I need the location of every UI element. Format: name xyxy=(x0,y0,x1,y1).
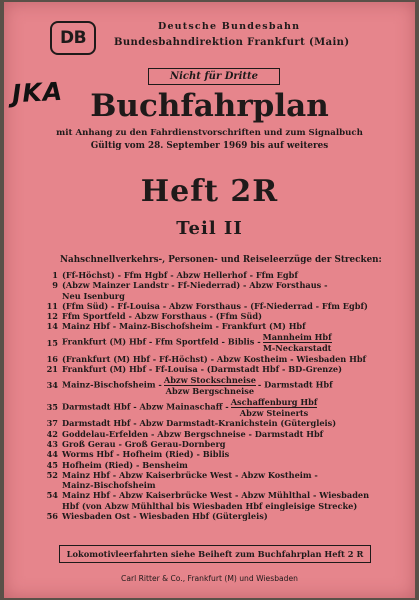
route-number xyxy=(36,480,62,490)
route-number: 35 xyxy=(46,402,58,413)
route-branch-bottom: Abzw Bergschneise xyxy=(165,385,255,396)
route-number: 14 xyxy=(46,321,58,332)
route-number: 15 xyxy=(46,337,58,348)
handwritten-note: JKA xyxy=(11,76,64,109)
route-row xyxy=(36,301,376,311)
route-number: 52 xyxy=(46,469,58,480)
db-logo xyxy=(50,21,96,55)
route-row xyxy=(36,449,376,459)
route-number: 43 xyxy=(46,438,58,449)
route-text: Ffm Sportfeld - Abzw Forsthaus - (Ffm Süd) xyxy=(62,311,262,322)
route-row xyxy=(36,374,376,396)
route-text: Hbf (von Abzw Mühlthal bis Wiesbaden Hbf eingleisige Strecke) xyxy=(62,500,358,511)
document-cover xyxy=(4,2,415,598)
route-branch xyxy=(263,332,332,353)
route-row xyxy=(36,501,376,511)
route-row xyxy=(36,439,376,449)
route-number: 11 xyxy=(46,300,58,311)
route-row xyxy=(36,311,376,321)
locomotive-note: Lokomotivleerfahrten siehe Beiheft zum Buchfahrplan Heft 2 R xyxy=(59,545,371,563)
routes-intro: Nahschnellverkehrs-, Personen- und Reiseleerzüge der Strecken: xyxy=(60,255,382,265)
printer-imprint: Carl Ritter & Co., Frankfurt (M) und Wiesbaden xyxy=(121,574,298,583)
route-text-pre: Mainz-Bischofsheim - xyxy=(62,379,162,390)
route-row xyxy=(36,418,376,428)
route-text: Darmstadt Hbf - Abzw Darmstadt-Kranichstein (Gütergleis) xyxy=(62,418,337,429)
route-number: 45 xyxy=(46,459,58,470)
route-text: Neu Isenburg xyxy=(62,290,125,301)
route-text: (Abzw Mainzer Landstr - Ff-Niederrad) - Abzw Forsthaus - xyxy=(62,280,328,291)
route-text-pre: Darmstadt Hbf - Abzw Mainaschaff - xyxy=(62,401,229,412)
document-subtitle: mit Anhang zu den Fahrdienstvorschriften und zum Signalbuch xyxy=(56,128,363,138)
route-text: Hofheim (Ried) - Bensheim xyxy=(62,459,188,470)
route-text: Mainz-Bischofsheim xyxy=(62,480,156,491)
route-number: 34 xyxy=(46,380,58,391)
route-row xyxy=(36,280,376,290)
route-list xyxy=(36,270,376,521)
route-number: 9 xyxy=(52,280,58,291)
route-text: Wiesbaden Ost - Wiesbaden Hbf (Gütergleis) xyxy=(62,511,268,522)
validity-date: Gültig vom 28. September 1969 bis auf weiteres xyxy=(90,141,329,151)
route-row xyxy=(36,460,376,470)
db-logo-text: DB xyxy=(59,28,87,48)
route-row xyxy=(36,270,376,280)
route-branch-top: Mannheim Hbf xyxy=(262,332,332,343)
part-title: Teil II xyxy=(176,218,243,239)
route-branch-top: Aschaffenburg Hbf xyxy=(230,396,318,407)
route-number xyxy=(36,291,62,301)
route-number: 21 xyxy=(46,364,58,375)
route-text: Mainz Hbf - Abzw Kaiserbrücke West - Abzw Kostheim - xyxy=(62,469,318,480)
route-row xyxy=(36,396,376,418)
route-row xyxy=(36,470,376,480)
route-number: 1 xyxy=(52,270,58,280)
route-branch-top: Abzw Stockschneise xyxy=(163,374,256,385)
route-text: Worms Hbf - Hofheim (Ried) - Biblis xyxy=(62,449,230,460)
route-row xyxy=(36,291,376,301)
route-text: Goddelau-Erfelden - Abzw Bergschneise - Darmstadt Hbf xyxy=(62,428,324,439)
restriction-notice: Nicht für Dritte xyxy=(148,68,280,85)
route-text: (Ffm Süd) - Ff-Louisa - Abzw Forsthaus - (Ff-Niederrad - Ffm Egbf) xyxy=(62,300,368,311)
route-number: 44 xyxy=(46,449,58,460)
route-branch-bottom: Abzw Steinerts xyxy=(239,407,309,418)
route-row xyxy=(36,429,376,439)
volume-title: Heft 2R xyxy=(140,174,279,209)
route-row xyxy=(36,332,376,354)
route-text: Mainz Hbf - Abzw Kaiserbrücke West - Abzw Mühlthal - Wiesbaden xyxy=(62,490,370,501)
route-text-post: - Darmstadt Hbf xyxy=(257,379,333,390)
route-row xyxy=(36,364,376,374)
route-number xyxy=(36,501,62,511)
route-text: (Ff-Höchst) - Ffm Hgbf - Abzw Hellerhof - Ffm Egbf xyxy=(62,270,298,280)
route-branch xyxy=(164,375,256,396)
route-row xyxy=(36,480,376,490)
route-branch xyxy=(231,397,318,418)
route-number: 42 xyxy=(46,428,58,439)
route-row xyxy=(36,511,376,521)
route-text-pre: Frankfurt (M) Hbf - Ffm Sportfeld - Biblis - xyxy=(62,336,261,347)
route-text: Groß Gerau - Groß Gerau-Dornberg xyxy=(62,438,226,449)
route-text-branch xyxy=(62,397,376,418)
route-text: Frankfurt (M) Hbf - Ff-Louisa - (Darmstadt Hbf - BD-Grenze) xyxy=(62,364,342,375)
issuer-division: Bundesbahndirektion Frankfurt (Main) xyxy=(114,37,350,48)
route-text: (Frankfurt (M) Hbf - Ff-Höchst) - Abzw Kostheim - Wiesbaden Hbf xyxy=(62,353,367,364)
route-number: 54 xyxy=(46,490,58,501)
route-row xyxy=(36,354,376,364)
route-number: 12 xyxy=(46,311,58,322)
document-title: Buchfahrplan xyxy=(90,88,329,124)
route-branch-bottom: M-Neckarstadt xyxy=(262,343,332,354)
route-number: 37 xyxy=(46,418,58,429)
route-row xyxy=(36,321,376,331)
route-text-branch xyxy=(62,375,376,396)
issuer-name: Deutsche Bundesbahn xyxy=(158,21,301,32)
route-text-branch xyxy=(62,332,376,353)
route-row xyxy=(36,490,376,500)
route-text: Mainz Hbf - Mainz-Bischofsheim - Frankfurt (M) Hbf xyxy=(62,321,306,332)
route-number: 16 xyxy=(46,353,58,364)
route-number: 56 xyxy=(46,511,58,522)
